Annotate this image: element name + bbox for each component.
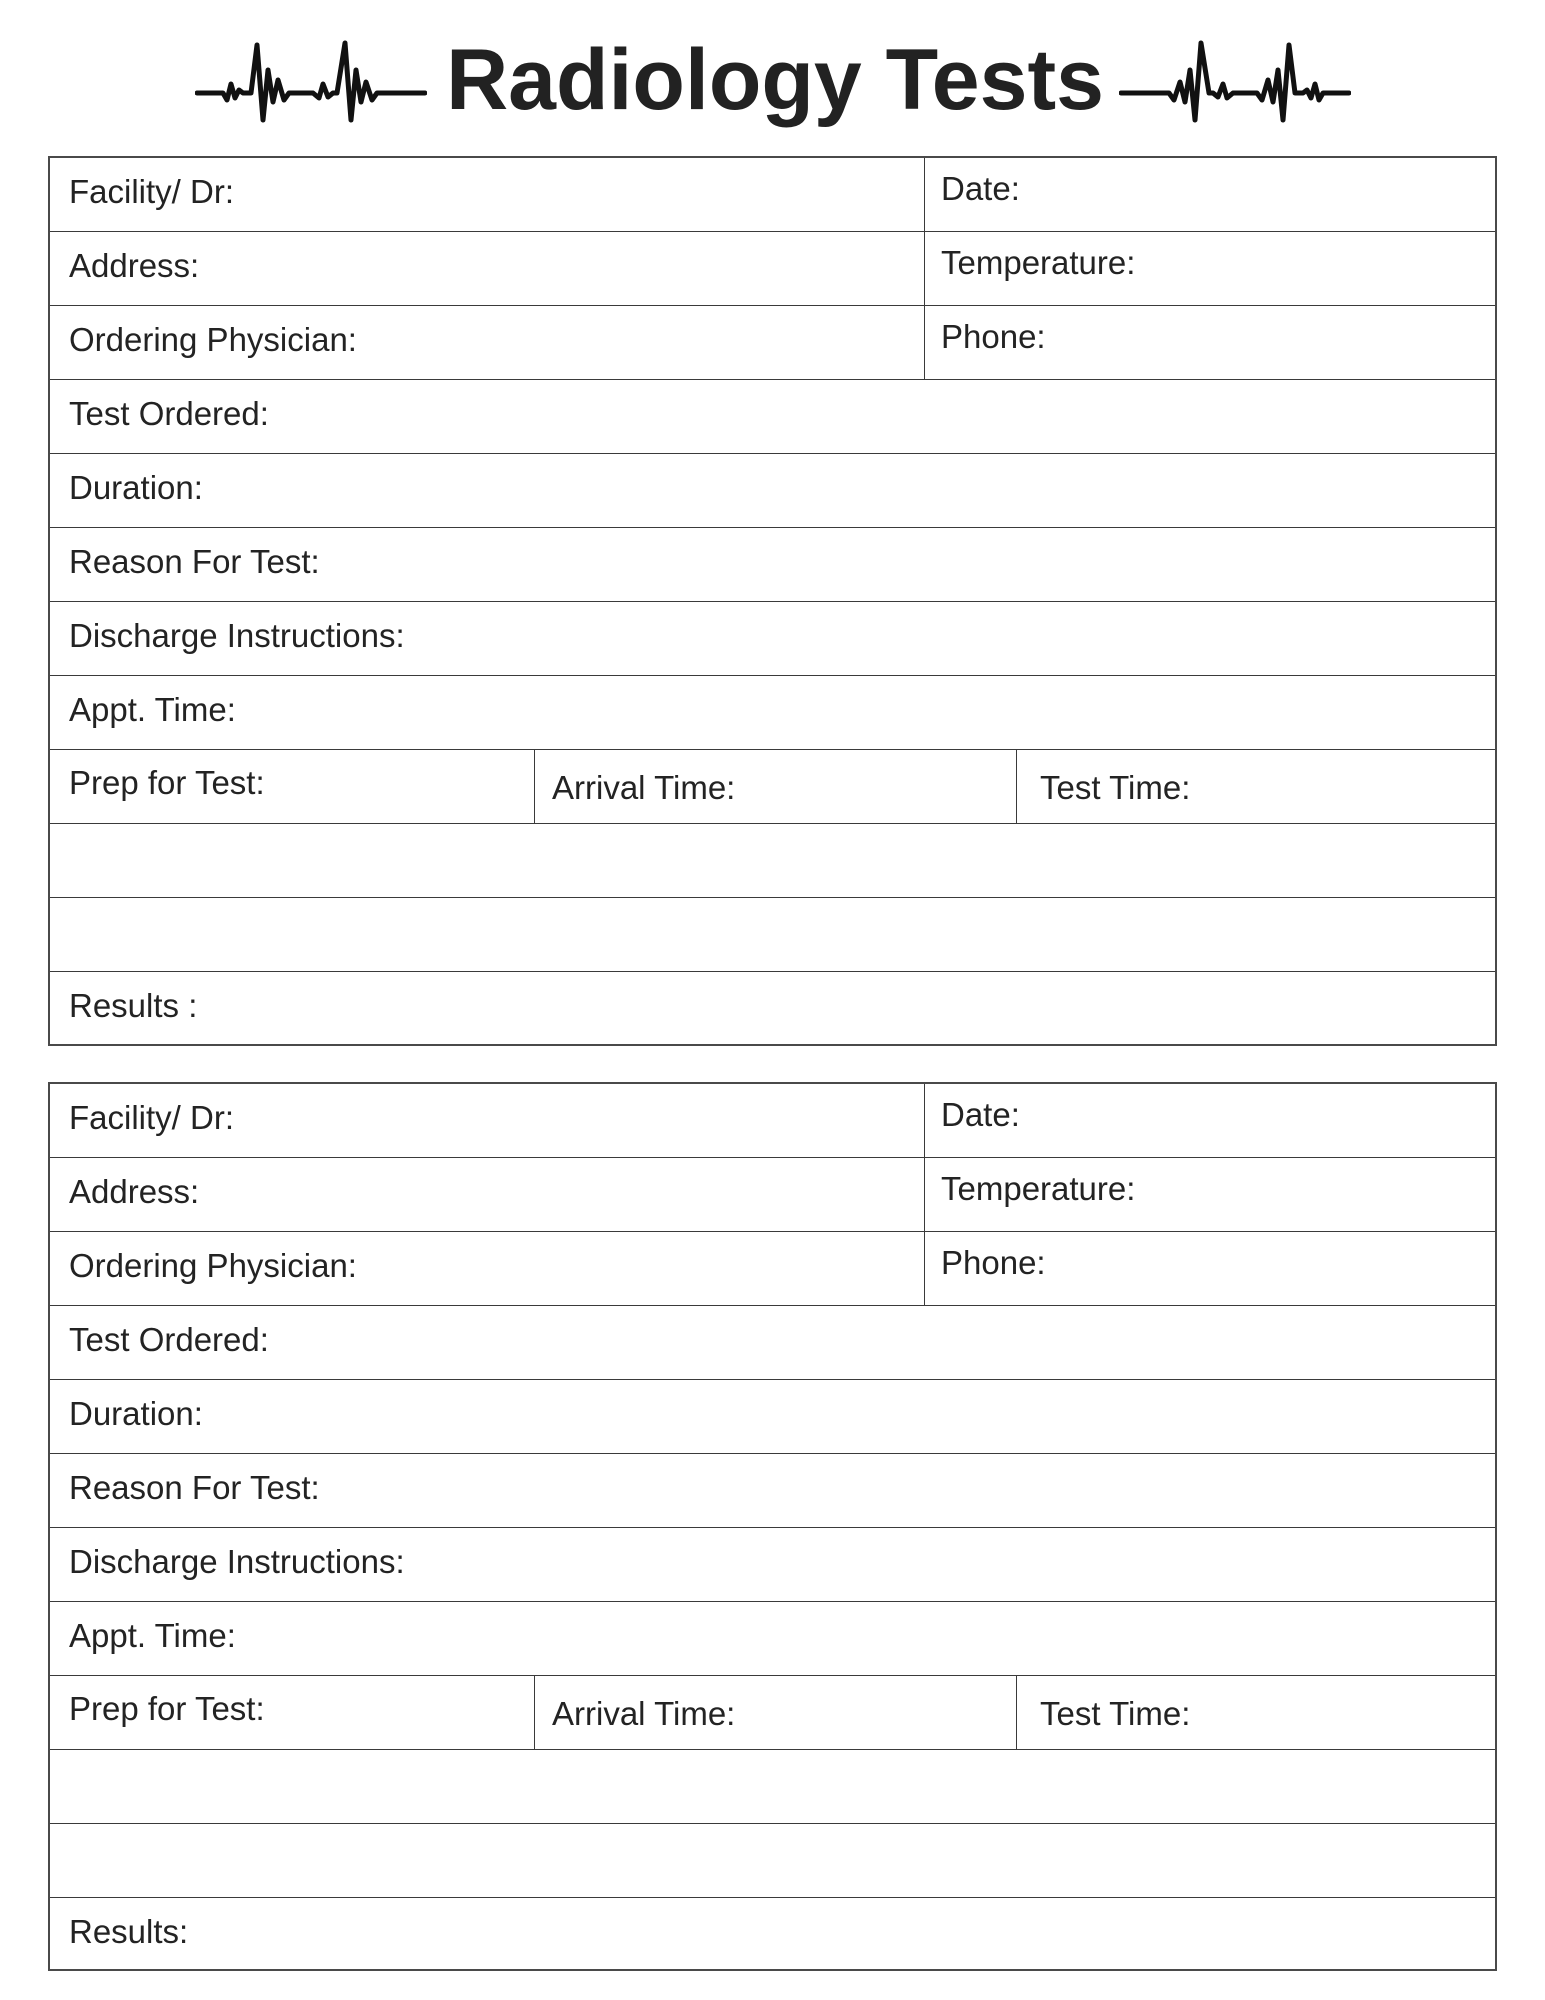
test-ordered-field[interactable]: [50, 1306, 1495, 1379]
form-row-blank: [50, 1750, 1495, 1824]
date-field[interactable]: [924, 1084, 1495, 1157]
phone-field[interactable]: [924, 1232, 1495, 1305]
test-ordered-label: Test Ordered:: [69, 394, 269, 432]
phone-field[interactable]: [924, 306, 1495, 379]
prep-for-test-label: Prep for Test:: [69, 763, 265, 801]
ordering-physician-label: Ordering Physician:: [69, 320, 357, 358]
phone-label: Phone:: [941, 317, 1046, 355]
form-row-physician-phone: [50, 1232, 1495, 1306]
test-time-field[interactable]: [1016, 1676, 1495, 1749]
date-label: Date:: [941, 169, 1020, 207]
discharge-instructions-field[interactable]: [50, 1528, 1495, 1601]
temperature-label: Temperature:: [941, 1169, 1136, 1207]
test-time-field[interactable]: [1016, 750, 1495, 823]
form-row-test-ordered: [50, 1306, 1495, 1380]
form-row-discharge: [50, 1528, 1495, 1602]
ordering-physician-field[interactable]: [50, 306, 924, 379]
results-field[interactable]: [50, 972, 1495, 1046]
form-row-address-temperature: [50, 232, 1495, 306]
page-title: Radiology Tests: [446, 32, 1104, 128]
duration-label: Duration:: [69, 468, 203, 506]
arrival-time-field[interactable]: [534, 750, 1016, 823]
arrival-time-field[interactable]: [534, 1676, 1016, 1749]
discharge-instructions-label: Discharge Instructions:: [69, 1542, 405, 1580]
prep-for-test-field[interactable]: [50, 1676, 534, 1749]
ecg-heartbeat-icon: [195, 40, 427, 126]
discharge-instructions-label: Discharge Instructions:: [69, 616, 405, 654]
facility-dr-field[interactable]: [50, 158, 924, 231]
radiology-test-form-1: [48, 156, 1497, 1046]
facility-dr-field[interactable]: [50, 1084, 924, 1157]
reason-for-test-label: Reason For Test:: [69, 1468, 320, 1506]
form-row-appt-time: [50, 1602, 1495, 1676]
form-row-blank: [50, 1824, 1495, 1898]
results-label: Results:: [69, 1913, 189, 1950]
duration-field[interactable]: [50, 454, 1495, 527]
prep-for-test-label: Prep for Test:: [69, 1689, 265, 1727]
form-row-results: [50, 1898, 1495, 1972]
temperature-field[interactable]: [924, 1158, 1495, 1231]
reason-for-test-field[interactable]: [50, 528, 1495, 601]
radiology-test-form-2: [48, 1082, 1497, 1971]
test-time-label: Test Time:: [1040, 1694, 1191, 1732]
address-label: Address:: [69, 1172, 200, 1210]
ecg-heartbeat-icon: [1119, 40, 1351, 126]
page-header: [0, 0, 1545, 150]
blank-notes-field[interactable]: [50, 1824, 1495, 1897]
reason-for-test-field[interactable]: [50, 1454, 1495, 1527]
form-row-test-ordered: [50, 380, 1495, 454]
ordering-physician-field[interactable]: [50, 1232, 924, 1305]
ordering-physician-label: Ordering Physician:: [69, 1246, 357, 1284]
prep-for-test-field[interactable]: [50, 750, 534, 823]
form-row-results: [50, 972, 1495, 1046]
duration-label: Duration:: [69, 1394, 203, 1432]
results-label: Results :: [69, 987, 198, 1024]
form-row-prep-arrival-test-time: [50, 750, 1495, 824]
arrival-time-label: Arrival Time:: [552, 768, 736, 806]
address-label: Address:: [69, 246, 200, 284]
temperature-field[interactable]: [924, 232, 1495, 305]
blank-notes-field[interactable]: [50, 898, 1495, 971]
form-row-discharge: [50, 602, 1495, 676]
appt-time-label: Appt. Time:: [69, 690, 236, 728]
test-time-label: Test Time:: [1040, 768, 1191, 806]
form-row-appt-time: [50, 676, 1495, 750]
phone-label: Phone:: [941, 1243, 1046, 1281]
appt-time-label: Appt. Time:: [69, 1616, 236, 1654]
test-ordered-label: Test Ordered:: [69, 1320, 269, 1358]
test-ordered-field[interactable]: [50, 380, 1495, 453]
reason-for-test-label: Reason For Test:: [69, 542, 320, 580]
facility-dr-label: Facility/ Dr:: [69, 1098, 234, 1136]
temperature-label: Temperature:: [941, 243, 1136, 281]
results-field[interactable]: [50, 1898, 1495, 1972]
form-row-duration: [50, 454, 1495, 528]
form-row-prep-arrival-test-time: [50, 1676, 1495, 1750]
blank-notes-field[interactable]: [50, 824, 1495, 897]
form-row-facility-date: [50, 1084, 1495, 1158]
appt-time-field[interactable]: [50, 1602, 1495, 1675]
date-field[interactable]: [924, 158, 1495, 231]
address-field[interactable]: [50, 232, 924, 305]
discharge-instructions-field[interactable]: [50, 602, 1495, 675]
form-row-facility-date: [50, 158, 1495, 232]
date-label: Date:: [941, 1095, 1020, 1133]
form-row-physician-phone: [50, 306, 1495, 380]
form-row-address-temperature: [50, 1158, 1495, 1232]
address-field[interactable]: [50, 1158, 924, 1231]
form-row-blank: [50, 824, 1495, 898]
appt-time-field[interactable]: [50, 676, 1495, 749]
duration-field[interactable]: [50, 1380, 1495, 1453]
form-row-reason: [50, 1454, 1495, 1528]
form-row-duration: [50, 1380, 1495, 1454]
blank-notes-field[interactable]: [50, 1750, 1495, 1823]
form-row-blank: [50, 898, 1495, 972]
facility-dr-label: Facility/ Dr:: [69, 172, 234, 210]
arrival-time-label: Arrival Time:: [552, 1694, 736, 1732]
form-row-reason: [50, 528, 1495, 602]
